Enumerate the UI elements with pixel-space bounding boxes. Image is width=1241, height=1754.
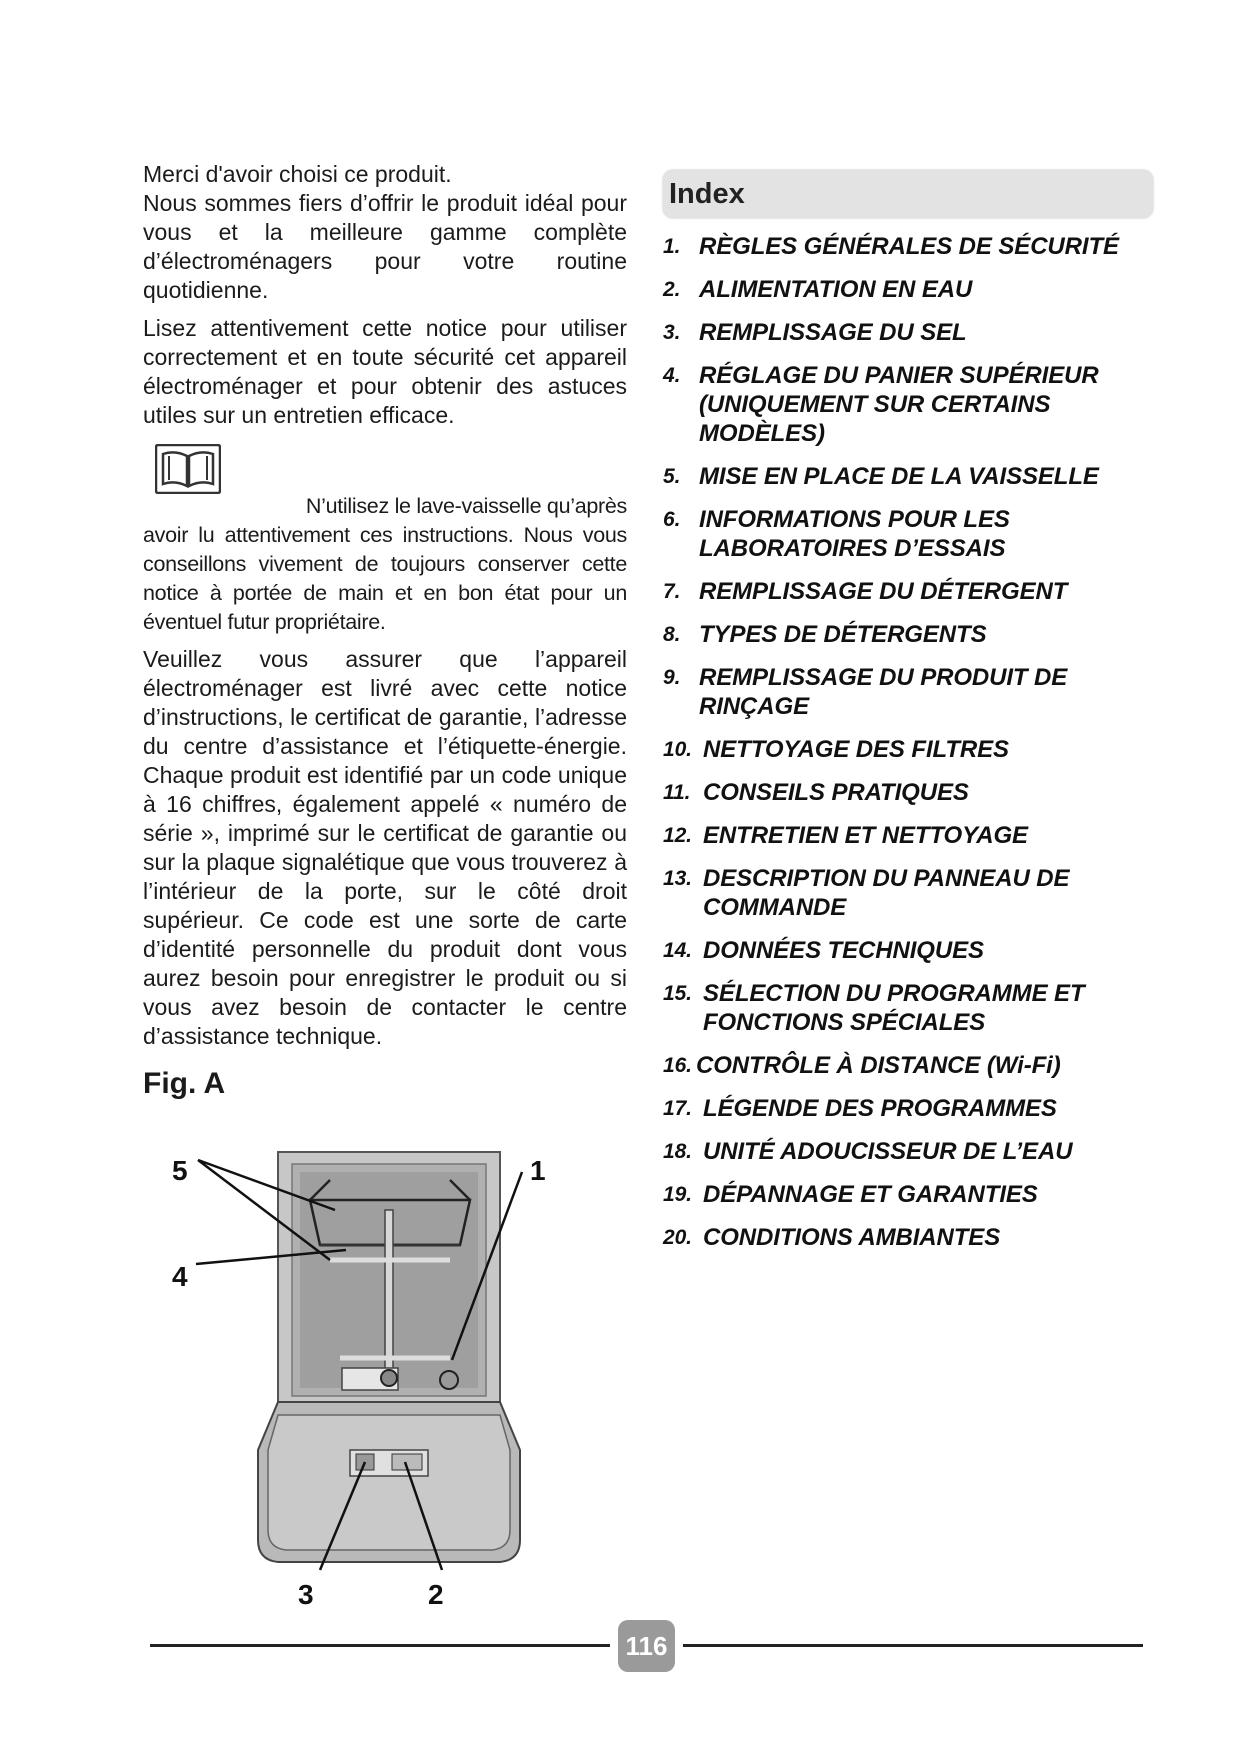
notice-block bbox=[143, 456, 627, 637]
index-item[interactable]: 14. DONNÉES TECHNIQUES bbox=[663, 937, 984, 964]
callout-2: 2 bbox=[428, 1579, 444, 1610]
notice-first-line: N’utilisez le lave-vaisselle qu’après bbox=[305, 494, 627, 518]
index-item[interactable]: 2. ALIMENTATION EN EAU bbox=[663, 276, 973, 303]
page-number-badge: 116 bbox=[618, 1620, 675, 1672]
dishwasher-figure bbox=[160, 1150, 600, 1630]
manual-book-icon bbox=[155, 444, 221, 494]
index-item[interactable]: 7. REMPLISSAGE DU DÉTERGENT bbox=[663, 578, 1068, 605]
index-item[interactable]: 10. NETTOYAGE DES FILTRES bbox=[663, 736, 1009, 763]
index-item[interactable]: 12. ENTRETIEN ET NETTOYAGE bbox=[663, 822, 1028, 849]
intro-paragraph-4: Veuillez vous assurer que l’appareil électroménager est livré avec cette notice d’instructions, le certificat de garantie, l’adresse du centre d’assistance et l’étiquette-énergie. Chaque produit est identifié par un code unique à 16 chiffres, également appelé « numéro de série », imprimé sur le certificat de garantie ou sur la plaque signalétique que vous trouverez à l’intérieur de la porte, sur le côté droit supérieur. Ce code est une sorte de carte d’identité personnelle du produit dont vous aurez besoin pour enregistrer le produit ou si vous avez besoin de contacter le centre d’assistance technique. bbox=[143, 646, 627, 1049]
index-item[interactable]: 20. CONDITIONS AMBIANTES bbox=[663, 1224, 1001, 1251]
figure-title: Fig. A bbox=[143, 1067, 226, 1100]
index-item[interactable]: 16. CONTRÔLE À DISTANCE (Wi-Fi) bbox=[663, 1052, 1061, 1079]
index-item[interactable]: 4. RÉGLAGE DU PANIER SUPÉRIEUR (UNIQUEMENT SUR CERTAINS MODÈLES) bbox=[663, 362, 1099, 447]
index-item[interactable]: 18. UNITÉ ADOUCISSEUR DE L’EAU bbox=[663, 1138, 1073, 1165]
index-item[interactable]: 13. DESCRIPTION DU PANNEAU DE COMMANDE bbox=[663, 865, 1070, 921]
intro-column bbox=[143, 160, 627, 1101]
notice-text: avoir lu attentivement ces instructions. Nous vous conseillons vivement de toujours conserver cette notice à portée de main et en bon état pour un éventuel futur propriétaire. bbox=[143, 523, 627, 634]
index-list bbox=[663, 232, 1153, 1252]
index-item[interactable]: 15. SÉLECTION DU PROGRAMME ET FONCTIONS SPÉCIALES bbox=[663, 980, 1085, 1036]
index-column bbox=[663, 170, 1153, 1266]
page-footer bbox=[150, 1620, 1143, 1670]
footer-rule-right bbox=[683, 1644, 1143, 1647]
index-title: Index bbox=[669, 177, 745, 210]
index-item[interactable]: 8. TYPES DE DÉTERGENTS bbox=[663, 621, 987, 648]
intro-paragraph-1 bbox=[143, 160, 627, 305]
index-item[interactable]: 3. REMPLISSAGE DU SEL bbox=[663, 319, 967, 346]
footer-rule-left bbox=[150, 1644, 610, 1647]
index-item[interactable]: 17. LÉGENDE DES PROGRAMMES bbox=[663, 1095, 1057, 1122]
intro-paragraph-2: Lisez attentivement cette notice pour utiliser correctement et en toute sécurité cet appareil électroménager et pour obtenir des astuces utiles sur un entretien efficace. bbox=[143, 315, 627, 428]
index-item[interactable]: 1. RÈGLES GÉNÉRALES DE SÉCURITÉ bbox=[663, 233, 1119, 260]
index-item[interactable]: 5. MISE EN PLACE DE LA VAISSELLE bbox=[663, 463, 1099, 490]
callout-1: 1 bbox=[530, 1155, 546, 1186]
index-item[interactable]: 11. CONSEILS PRATIQUES bbox=[663, 779, 969, 806]
index-item[interactable]: 6. INFORMATIONS POUR LES LABORATOIRES D’ESSAIS bbox=[663, 506, 1010, 562]
index-item[interactable]: 19. DÉPANNAGE ET GARANTIES bbox=[663, 1181, 1038, 1208]
index-header bbox=[663, 170, 1153, 218]
intro-line-1: Merci d'avoir choisi ce produit. bbox=[143, 161, 452, 187]
intro-paragraph-1-text: Nous sommes fiers d’offrir le produit idéal pour vous et la meilleure gamme complète d’électroménagers pour votre routine quotidienne. bbox=[143, 190, 627, 303]
callout-4: 4 bbox=[172, 1261, 188, 1292]
index-item[interactable]: 9. REMPLISSAGE DU PRODUIT DE RINÇAGE bbox=[663, 664, 1068, 720]
callout-5: 5 bbox=[172, 1155, 188, 1186]
callout-3: 3 bbox=[298, 1579, 314, 1610]
